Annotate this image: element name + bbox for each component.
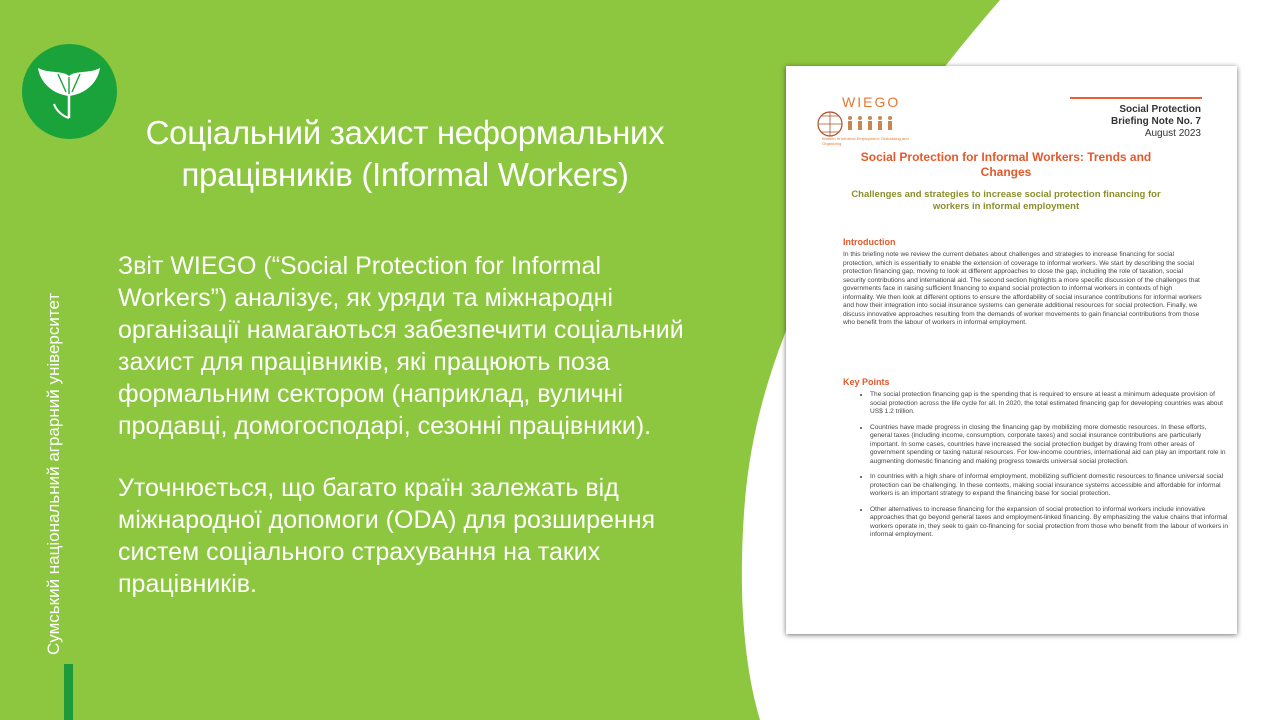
doc-series-line1: Social Protection <box>1119 104 1201 115</box>
accent-bar <box>64 664 73 720</box>
doc-date: August 2023 <box>1144 128 1201 139</box>
doc-title: Social Protection for Informal Workers: Trends and Changes <box>860 150 1152 179</box>
briefing-note-image <box>786 66 1237 634</box>
doc-subtitle: Challenges and strategies to increase social protection financing for workers in informal employment <box>851 189 1161 212</box>
body-paragraph-2: Уточнюється, що багато країн залежать від міжнародної допомоги (ODA) для розширення систем соціального страхування на таких працівників. <box>118 474 656 598</box>
wiego-tagline: Women in Informal Employment: Globalizing and Organizing <box>822 136 909 146</box>
doc-header-rule <box>1070 97 1202 99</box>
intro-text: In this briefing note we review the current debates about challenges and strategies to increase financing for social protection, which is essentially to enable the extension of coverage to informal workers. We start by describing the social protection financing gap, moving to look at different approaches to close the gap, including the role of taxation, social security contributions and international aid. The second section highlights a more specific discussion of the challenges that governments face in raising sufficient financing to expand social protection to informal workers in contexts of high informality. We then look at different options to ensure the affordability of social insurance contributions for informal workers and how their integration into social insurance systems can generate additional resources for social protection. Finally, we discuss innovative approaches resulting from the demands of worker movements to gain financial contributions from those who benefit from the labour of workers in informal employment. <box>843 251 1202 326</box>
key-point: • Other alternatives to increase financing for the expansion of social protection to informal workers include innovative approaches that go beyond general taxes and employment-linked financing. By emphasizing the value chains that informal workers operate in, they seek to gain co-financing for social protection from those who benefit from the labour of workers in informal employment. <box>870 506 1230 540</box>
key-points-heading: Key Points <box>843 377 890 387</box>
intro-heading: Introduction <box>843 237 896 247</box>
key-points-list <box>843 391 1230 547</box>
slide-body <box>118 250 708 630</box>
doc-series-info <box>1111 104 1201 140</box>
doc-series-line2: Briefing Note No. 7 <box>1110 116 1201 127</box>
wiego-wordmark: WIEGO <box>842 94 901 110</box>
body-paragraph-1: Звіт WIEGO (“Social Protection for Informal Workers”) аналізує, як уряди та міжнародні організації намагаються забезпечити соціальний захист для працівників, які працюють поза формальним сектором (наприклад, вуличні продавці, домогосподарі, сезонні працівники). <box>118 252 684 440</box>
ginkgo-leaf-icon <box>22 44 117 139</box>
key-point: • Countries have made progress in closing the financing gap by mobilizing more domestic resources. In these efforts, general taxes (including income, consumption, corporate taxes) and social insurance contributions are particularly important. In some cases, countries have increased the social protection budget by drawing from other areas of government spending or taxing natural resources. For low-income countries, international aid can play an important role in augmenting domestic financing and making progress towards universal social protection. <box>870 424 1230 467</box>
university-name-vertical: Сумський національний аграрний університет <box>44 292 63 655</box>
key-point: • The social protection financing gap is the spending that is required to ensure at least a minimum adequate provision of social protection across the life cycle for all. In 2020, the total estimated financing gap for developing countries was about US$ 1.2 trillion. <box>870 391 1230 417</box>
university-logo <box>22 44 117 139</box>
slide-title: Соціальний захист неформальних працівників (Informal Workers) <box>145 114 665 193</box>
key-point: • In countries with a high share of informal employment, mobilizing sufficient domestic resources to finance universal social protection can be challenging. In these contexts, making social insurance systems accessible and affordable for informal workers is an important strategy to expand the financing base for social protection. <box>870 473 1230 499</box>
